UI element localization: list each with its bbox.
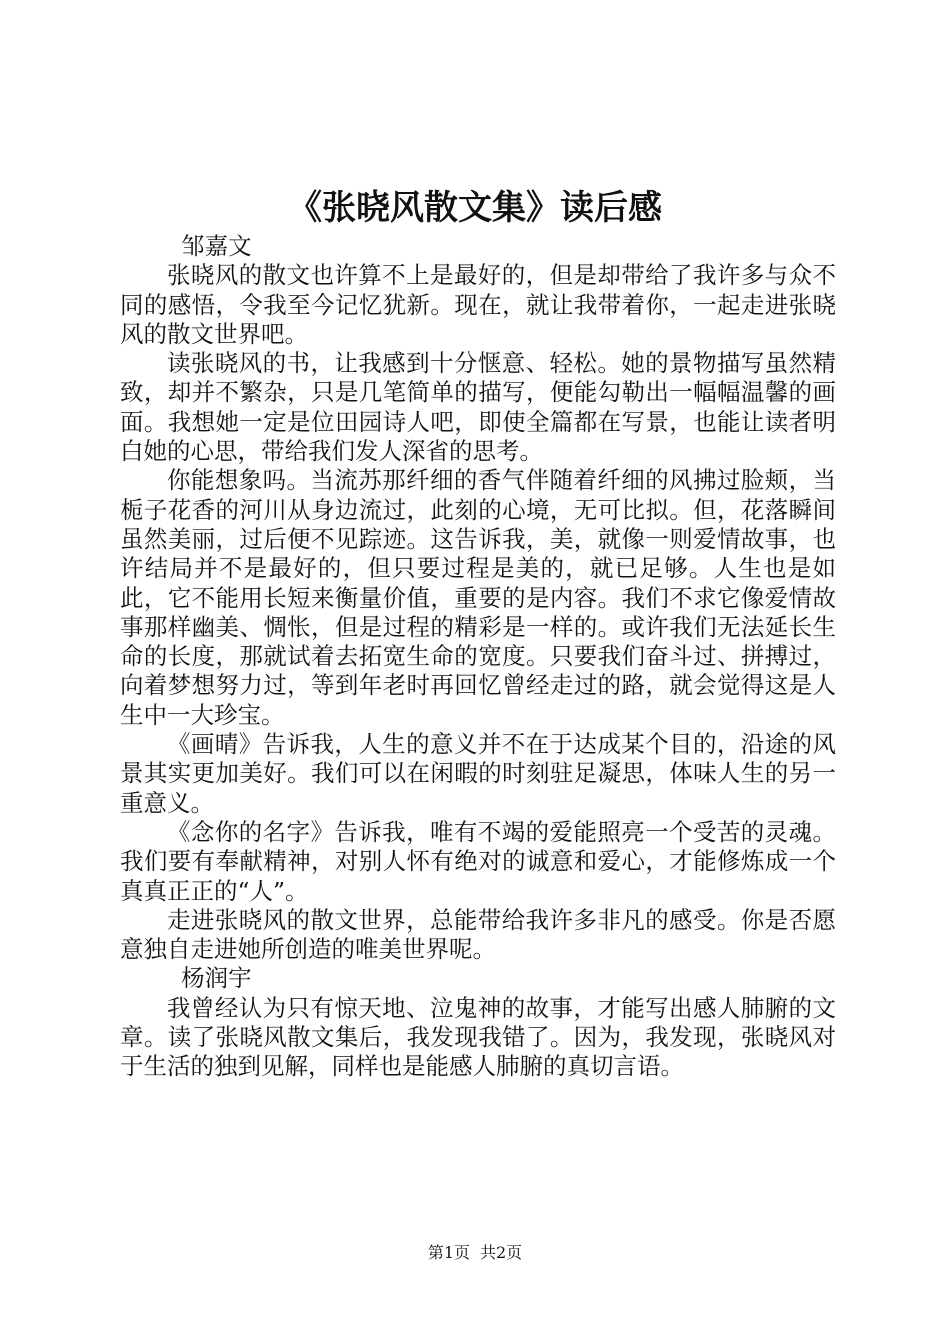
paragraph: 读张晓风的书，让我感到十分惬意、轻松。她的景物描写虽然精致，却并不繁杂，只是几笔简单的描写，便能勾勒出一幅幅温馨的画面。我想她一定是位田园诗人吧，即使全篇都在写景，也能让读者明白她的心思，带给我们发人深省的思考。 — [120, 349, 836, 466]
paragraph: 我曾经认为只有惊天地、泣鬼神的故事，才能写出感人肺腑的文章。读了张晓风散文集后，我发现我错了。因为，我发现，张晓风对于生活的独到见解，同样也是能感人肺腑的真切言语。 — [120, 993, 836, 1081]
paragraph: 《念你的名字》告诉我，唯有不竭的爱能照亮一个受苦的灵魂。我们要有奉献精神，对别人怀有绝对的诚意和爱心，才能修炼成一个真真正正的“人”。 — [120, 817, 836, 905]
paragraph: 你能想象吗。当流苏那纤细的香气伴随着纤细的风拂过脸颊，当栀子花香的河川从身边流过，此刻的心境，无可比拟。但，花落瞬间虽然美丽，过后便不见踪迹。这告诉我，美，就像一则爱情故事，也许结局并不是最好的，但只要过程是美的，就已足够。人生也是如此，它不能用长短来衡量价值，重要的是内容。我们不求它像爱情故事那样幽美、惆怅，但是过程的精彩是一样的。或许我们无法延长生命的长度，那就试着去拓宽生命的宽度。只要我们奋斗过、拼搏过，向着梦想努力过，等到年老时再回忆曾经走过的路，就会觉得这是人生中一大珍宝。 — [120, 466, 836, 729]
paragraph: 走进张晓风的散文世界，总能带给我许多非凡的感受。你是否愿意独自走进她所创造的唯美世界呢。 — [120, 905, 836, 964]
author-name: 杨润宇 — [181, 964, 252, 993]
page-number: 第1页 — [427, 1243, 470, 1262]
document-title: 《张晓风散文集》读后感 — [288, 188, 662, 228]
paragraph: 张晓风的散文也许算不上是最好的，但是却带给了我许多与众不同的感悟，令我至今记忆犹新。现在，就让我带着你，一起走进张晓风的散文世界吧。 — [120, 261, 836, 348]
page-footer — [0, 1243, 950, 1263]
paragraph: 《画晴》告诉我，人生的意义并不在于达成某个目的，沿途的风景其实更加美好。我们可以在闲暇的时刻驻足凝思，体味人生的另一重意义。 — [120, 730, 836, 817]
author-name: 邹嘉文 — [181, 232, 252, 260]
document-body — [120, 232, 836, 1082]
page-total: 共2页 — [480, 1243, 523, 1262]
